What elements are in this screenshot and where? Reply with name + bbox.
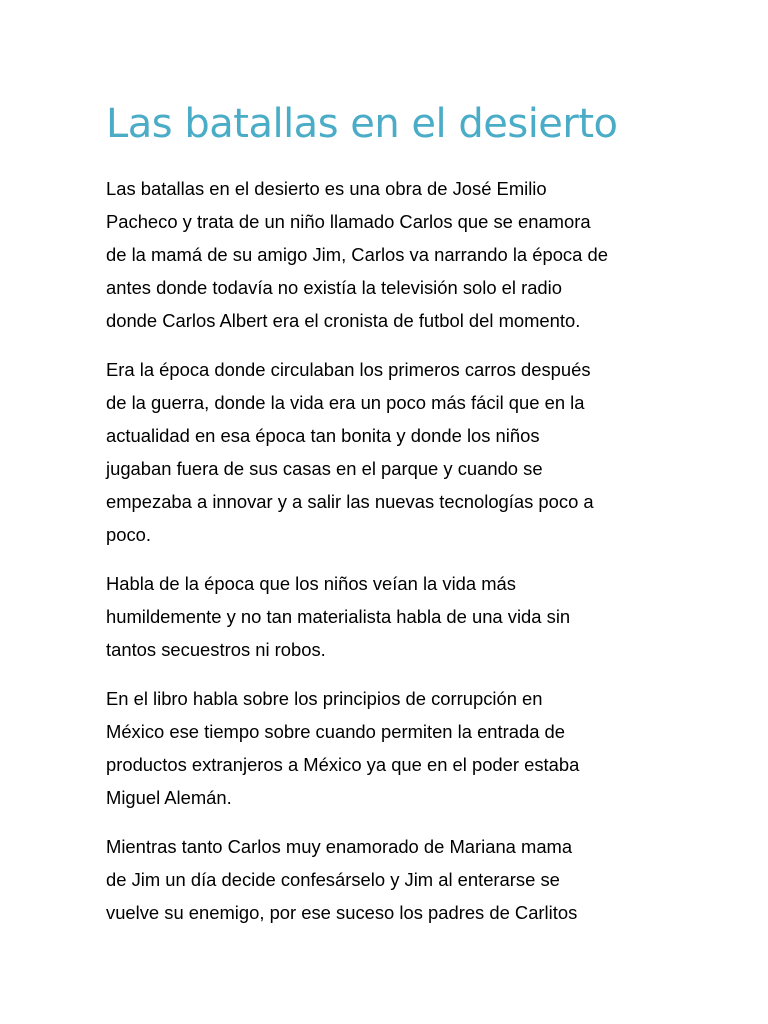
paragraph-5	[106, 830, 706, 929]
text-line: poco.	[106, 524, 151, 545]
text-line: de Jim un día decide confesárselo y Jim al enterarse se	[106, 869, 560, 890]
text-line: actualidad en esa época tan bonita y donde los niños	[106, 425, 540, 446]
text-line: Miguel Alemán.	[106, 787, 232, 808]
text-line: de la mamá de su amigo Jim, Carlos va narrando la época de	[106, 244, 608, 265]
text-line: donde Carlos Albert era el cronista de futbol del momento.	[106, 310, 581, 331]
text-line: vuelve su enemigo, por ese suceso los padres de Carlitos	[106, 902, 578, 923]
text-line: empezaba a innovar y a salir las nuevas tecnologías poco a	[106, 491, 594, 512]
document-title: Las batallas en el desierto	[106, 101, 618, 147]
text-line: Pacheco y trata de un niño llamado Carlos que se enamora	[106, 211, 591, 232]
text-line: humildemente y no tan materialista habla de una vida sin	[106, 606, 571, 627]
paragraph-3	[106, 567, 706, 666]
text-line: de la guerra, donde la vida era un poco más fácil que en la	[106, 392, 585, 413]
text-line: productos extranjeros a México ya que en el poder estaba	[106, 754, 580, 775]
text-line: antes donde todavía no existía la televisión solo el radio	[106, 277, 562, 298]
text-line: tantos secuestros ni robos.	[106, 639, 326, 660]
text-line: México ese tiempo sobre cuando permiten la entrada de	[106, 721, 566, 742]
paragraph-2	[106, 353, 706, 551]
paragraph-4	[106, 682, 706, 814]
text-line: Mientras tanto Carlos muy enamorado de Mariana mama	[106, 836, 573, 857]
document-body	[106, 172, 706, 945]
text-line: En el libro habla sobre los principios de corrupción en	[106, 688, 543, 709]
text-line: jugaban fuera de sus casas en el parque y cuando se	[106, 458, 543, 479]
text-line: Las batallas en el desierto es una obra de José Emilio	[106, 178, 547, 199]
paragraph-1	[106, 172, 706, 337]
text-line: Habla de la época que los niños veían la vida más	[106, 573, 516, 594]
text-line: Era la época donde circulaban los primeros carros después	[106, 359, 591, 380]
